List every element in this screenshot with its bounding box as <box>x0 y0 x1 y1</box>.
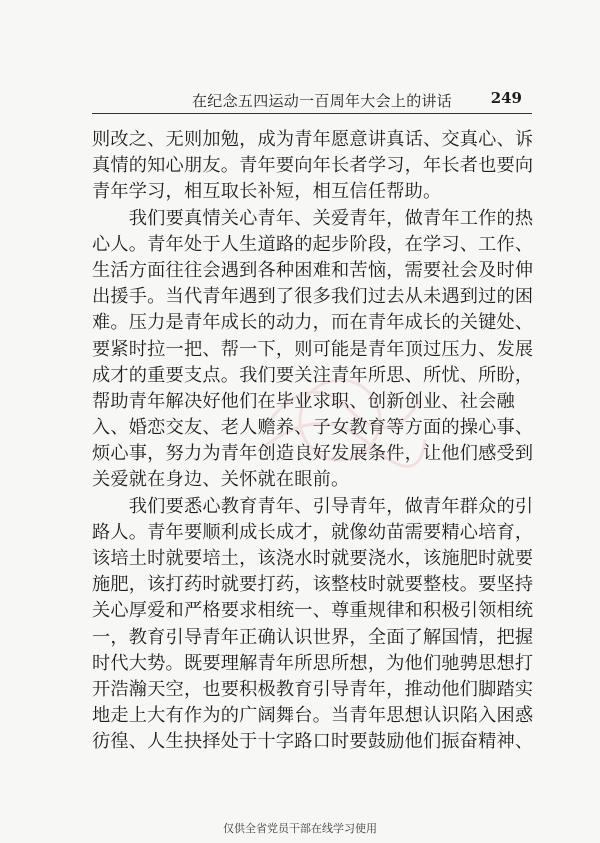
text-line: 时代大势。既要理解青年所思所想，为他们驰骋思想打 <box>92 652 534 674</box>
running-header-title: 在纪念五四运动一百周年大会上的讲话 <box>192 92 453 110</box>
text-line: 我们要悉心教育青年、引导青年，做青年群众的引 <box>92 495 534 517</box>
text-line: 真情的知心朋友。青年要向年长者学习，年长者也要向 <box>92 155 534 177</box>
text-line: 一，教育引导青年正确认识世界，全面了解国情，把握 <box>92 626 534 648</box>
text-line: 关心厚爱和严格要求相统一、尊重规律和积极引领相统 <box>92 600 534 622</box>
running-header <box>92 84 532 112</box>
text-line: 路人。青年要顺利成长成才，就像幼苗需要精心培育， <box>92 521 534 543</box>
text-line: 该培土时就要培土，该浇水时就要浇水，该施肥时就要 <box>92 548 534 569</box>
text-line: 开浩瀚天空，也要积极教育引导青年，推动他们脚踏实 <box>92 678 534 700</box>
header-rule <box>92 113 532 114</box>
text-line: 关爱就在身边、关怀就在眼前。 <box>92 469 350 491</box>
text-line: 入、婚恋交友、老人赡养、子女教育等方面的操心事、 <box>92 417 534 439</box>
text-line: 地走上大有作为的广阔舞台。当青年思想认识陷入困惑 <box>92 705 534 727</box>
text-line: 出援手。当代青年遇到了很多我们过去从未遇到过的困 <box>92 286 534 308</box>
text-line: 青年学习，相互取长补短，相互信任帮助。 <box>92 181 442 203</box>
footer-notice: 仅供全省党员干部在线学习使用 <box>223 822 377 835</box>
text-line: 烦心事，努力为青年创造良好发展条件，让他们感受到 <box>92 443 534 465</box>
text-line: 生活方面往往会遇到各种困难和苦恼，需要社会及时伸 <box>92 259 534 281</box>
text-line: 施肥，该打药时就要打药，该整枝时就要整枝。要坚持 <box>92 574 534 596</box>
text-line: 彷徨、人生抉择处于十字路口时要鼓励他们振奋精神、 <box>92 731 534 753</box>
page-number: 249 <box>490 89 522 107</box>
text-line: 帮助青年解决好他们在毕业求职、创新创业、社会融 <box>92 390 515 412</box>
text-line: 则改之、无则加勉，成为青年愿意讲真话、交真心、诉 <box>92 129 534 150</box>
text-line: 心人。青年处于人生道路的起步阶段，在学习、工作、 <box>92 233 534 255</box>
text-line: 要紧时拉一把、帮一下，则可能是青年顶过压力、发展 <box>92 338 534 360</box>
body-text <box>92 127 542 756</box>
text-line: 我们要真情关心青年、关爱青年，做青年工作的热 <box>92 207 534 229</box>
text-line: 难。压力是青年成长的动力，而在青年成长的关键处、 <box>92 312 534 334</box>
text-line: 成才的重要支点。我们要关注青年所思、所忧、所盼， <box>92 364 534 386</box>
